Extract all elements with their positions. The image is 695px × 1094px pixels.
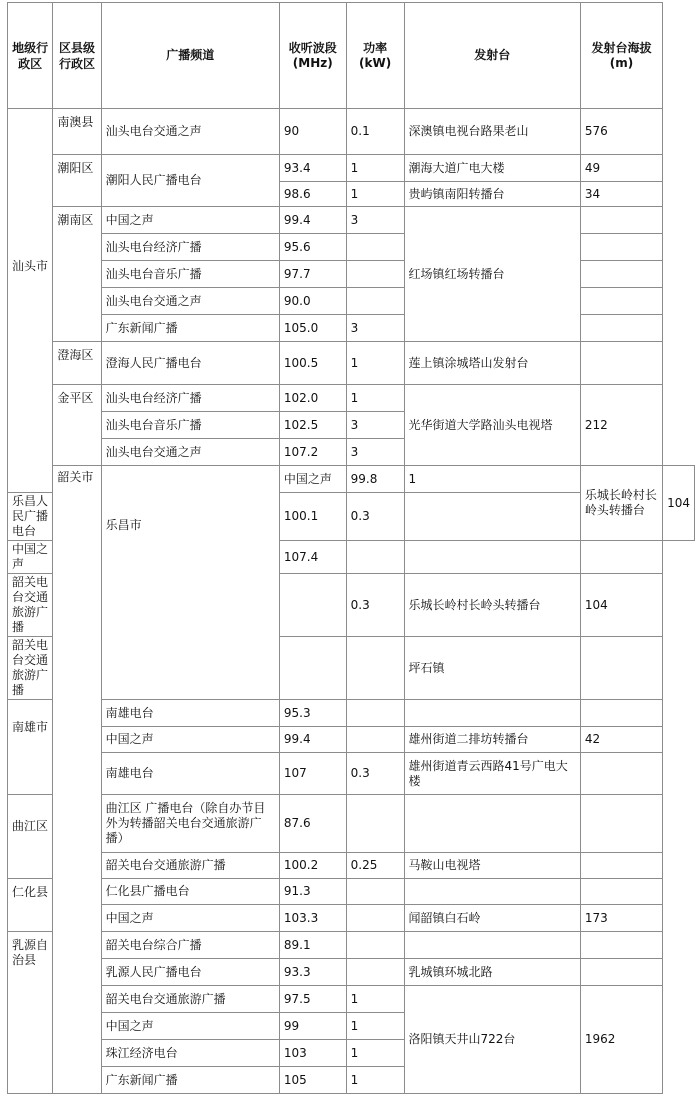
city-cell-shaoguan: 韶关市 bbox=[53, 466, 101, 1094]
channel-cell: 乳源人民广播电台 bbox=[101, 959, 279, 986]
power-cell: 1 bbox=[346, 986, 404, 1013]
channel-cell: 汕头电台经济广播 bbox=[101, 385, 279, 412]
county-cell-chaonan: 潮南区 bbox=[53, 207, 101, 342]
station-cell: 雄州街道二排坊转播台 bbox=[404, 727, 580, 753]
county-cell-jinping: 金平区 bbox=[53, 385, 101, 466]
channel-cell: 潮阳人民广播电台 bbox=[101, 155, 279, 207]
station-cell: 乐城长岭村长岭头转播台 bbox=[404, 574, 580, 637]
power-cell: 0.3 bbox=[346, 574, 404, 637]
channel-cell: 广东新闻广播 bbox=[101, 315, 279, 342]
altitude-cell bbox=[580, 932, 662, 959]
channel-cell: 汕头电台经济广播 bbox=[101, 234, 279, 261]
frequency-cell: 102.5 bbox=[279, 412, 346, 439]
frequency-cell: 105.0 bbox=[279, 315, 346, 342]
power-cell bbox=[346, 795, 404, 853]
power-cell bbox=[346, 261, 404, 288]
channel-cell: 汕头电台交通之声 bbox=[101, 288, 279, 315]
power-cell bbox=[346, 959, 404, 986]
channel-cell: 南雄电台 bbox=[101, 753, 279, 795]
county-cell-nanao: 南澳县 bbox=[53, 109, 101, 155]
power-cell: 1 bbox=[346, 1067, 404, 1094]
frequency-cell: 103.3 bbox=[279, 905, 346, 932]
altitude-cell: 1962 bbox=[580, 986, 662, 1094]
table-row bbox=[8, 385, 695, 412]
header-county: 区县级行政区 bbox=[53, 3, 101, 109]
station-cell bbox=[404, 795, 580, 853]
frequency-cell: 102.0 bbox=[279, 385, 346, 412]
table-row bbox=[8, 959, 695, 986]
frequency-cell: 100.1 bbox=[279, 493, 346, 541]
power-cell bbox=[346, 879, 404, 905]
frequency-cell: 91.3 bbox=[279, 879, 346, 905]
altitude-cell bbox=[580, 753, 662, 795]
frequency-cell bbox=[279, 637, 346, 700]
power-cell bbox=[346, 234, 404, 261]
altitude-cell bbox=[580, 700, 662, 727]
table-row bbox=[8, 700, 695, 727]
altitude-cell bbox=[580, 637, 662, 700]
county-cell-nanxiong: 南雄市 bbox=[8, 700, 53, 795]
channel-cell: 韶关电台综合广播 bbox=[101, 932, 279, 959]
altitude-cell bbox=[580, 315, 662, 342]
channel-cell: 汕头电台音乐广播 bbox=[101, 412, 279, 439]
channel-cell: 南雄电台 bbox=[101, 700, 279, 727]
station-cell: 洛阳镇天井山722台 bbox=[404, 986, 580, 1094]
power-cell bbox=[346, 541, 404, 574]
channel-cell: 广东新闻广播 bbox=[101, 1067, 279, 1094]
county-cell-chaoyang: 潮阳区 bbox=[53, 155, 101, 207]
altitude-cell: 212 bbox=[580, 385, 662, 466]
power-cell: 3 bbox=[346, 207, 404, 234]
power-cell: 1 bbox=[346, 342, 404, 385]
station-cell bbox=[404, 541, 580, 574]
altitude-cell: 34 bbox=[580, 182, 662, 207]
channel-cell: 汕头电台音乐广播 bbox=[101, 261, 279, 288]
channel-cell: 中国之声 bbox=[8, 541, 53, 574]
county-cell-renhua: 仁化县 bbox=[8, 879, 53, 932]
power-cell: 3 bbox=[346, 412, 404, 439]
frequency-cell: 107.2 bbox=[279, 439, 346, 466]
channel-cell: 中国之声 bbox=[101, 727, 279, 753]
altitude-cell bbox=[580, 879, 662, 905]
header-city: 地级行政区 bbox=[8, 3, 53, 109]
station-cell bbox=[404, 700, 580, 727]
channel-cell: 中国之声 bbox=[101, 207, 279, 234]
table-row bbox=[8, 466, 695, 493]
frequency-cell: 87.6 bbox=[279, 795, 346, 853]
table-row bbox=[8, 727, 695, 753]
table-row bbox=[8, 905, 695, 932]
radio-station-table bbox=[7, 2, 695, 1094]
power-cell: 3 bbox=[346, 439, 404, 466]
station-cell: 闻韶镇白石岭 bbox=[404, 905, 580, 932]
channel-cell: 汕头电台交通之声 bbox=[101, 439, 279, 466]
power-cell: 1 bbox=[346, 1013, 404, 1040]
power-cell: 1 bbox=[346, 182, 404, 207]
altitude-cell: 576 bbox=[580, 109, 662, 155]
altitude-cell bbox=[580, 234, 662, 261]
power-cell: 1 bbox=[346, 155, 404, 182]
frequency-cell: 95.3 bbox=[279, 700, 346, 727]
altitude-cell bbox=[580, 207, 662, 234]
frequency-cell: 99.4 bbox=[279, 207, 346, 234]
power-cell: 0.3 bbox=[346, 493, 404, 541]
channel-cell: 中国之声 bbox=[279, 466, 346, 493]
station-cell: 乐城长岭村长岭头转播台 bbox=[580, 466, 662, 541]
city-cell-shantou: 汕头市 bbox=[8, 109, 53, 493]
power-cell bbox=[346, 905, 404, 932]
power-cell bbox=[346, 288, 404, 315]
frequency-cell: 95.6 bbox=[279, 234, 346, 261]
station-cell: 坪石镇 bbox=[404, 637, 580, 700]
altitude-cell bbox=[580, 288, 662, 315]
table-row bbox=[8, 207, 695, 234]
power-cell bbox=[346, 637, 404, 700]
frequency-cell: 90 bbox=[279, 109, 346, 155]
table-row bbox=[8, 932, 695, 959]
header-frequency: 收听波段(MHz) bbox=[279, 3, 346, 109]
station-cell: 雄州街道青云西路41号广电大楼 bbox=[404, 753, 580, 795]
frequency-cell: 99.8 bbox=[346, 466, 404, 493]
frequency-cell: 100.5 bbox=[279, 342, 346, 385]
frequency-cell: 97.5 bbox=[279, 986, 346, 1013]
frequency-cell: 93.4 bbox=[279, 155, 346, 182]
altitude-cell bbox=[580, 795, 662, 853]
altitude-cell: 42 bbox=[580, 727, 662, 753]
station-cell: 贵屿镇南阳转播台 bbox=[404, 182, 580, 207]
table-row bbox=[8, 342, 695, 385]
power-cell bbox=[346, 932, 404, 959]
header-station: 发射台 bbox=[404, 3, 580, 109]
frequency-cell: 97.7 bbox=[279, 261, 346, 288]
frequency-cell bbox=[279, 574, 346, 637]
channel-cell: 中国之声 bbox=[101, 1013, 279, 1040]
station-cell: 马鞍山电视塔 bbox=[404, 853, 580, 879]
channel-cell: 韶关电台交通旅游广播 bbox=[101, 986, 279, 1013]
power-cell: 0.3 bbox=[346, 753, 404, 795]
county-cell-lechang: 乐昌市 bbox=[101, 466, 279, 700]
channel-cell: 韶关电台交通旅游广播 bbox=[8, 574, 53, 637]
station-cell: 乳城镇环城北路 bbox=[404, 959, 580, 986]
frequency-cell: 107 bbox=[279, 753, 346, 795]
power-cell bbox=[346, 727, 404, 753]
table-row bbox=[8, 986, 695, 1013]
frequency-cell: 89.1 bbox=[279, 932, 346, 959]
station-cell bbox=[404, 879, 580, 905]
table-row bbox=[8, 261, 695, 288]
channel-cell: 澄海人民广播电台 bbox=[101, 342, 279, 385]
table-row bbox=[8, 315, 695, 342]
frequency-cell: 90.0 bbox=[279, 288, 346, 315]
power-cell: 0.25 bbox=[346, 853, 404, 879]
table-row bbox=[8, 853, 695, 879]
power-cell bbox=[346, 700, 404, 727]
channel-cell: 曲江区 广播电台（除自办节目外为转播韶关电台交通旅游广播） bbox=[101, 795, 279, 853]
county-cell-ruyuan: 乳源自治县 bbox=[8, 932, 53, 1094]
frequency-cell: 98.6 bbox=[279, 182, 346, 207]
altitude-cell: 173 bbox=[580, 905, 662, 932]
channel-cell: 中国之声 bbox=[101, 905, 279, 932]
altitude-cell bbox=[580, 261, 662, 288]
frequency-cell: 100.2 bbox=[279, 853, 346, 879]
frequency-cell: 93.3 bbox=[279, 959, 346, 986]
table-row bbox=[8, 288, 695, 315]
altitude-cell: 49 bbox=[580, 155, 662, 182]
table-row bbox=[8, 109, 695, 155]
county-cell-qujiang: 曲江区 bbox=[8, 795, 53, 879]
altitude-cell bbox=[580, 342, 662, 385]
header-altitude: 发射台海拔(m) bbox=[580, 3, 662, 109]
frequency-cell: 107.4 bbox=[279, 541, 346, 574]
frequency-cell: 99.4 bbox=[279, 727, 346, 753]
power-cell: 0.1 bbox=[346, 109, 404, 155]
channel-cell: 韶关电台交通旅游广播 bbox=[101, 853, 279, 879]
channel-cell: 珠江经济电台 bbox=[101, 1040, 279, 1067]
channel-cell: 仁化县广播电台 bbox=[101, 879, 279, 905]
altitude-cell bbox=[580, 541, 662, 574]
station-cell: 红场镇红场转播台 bbox=[404, 207, 580, 342]
channel-cell: 汕头电台交通之声 bbox=[101, 109, 279, 155]
table-row bbox=[8, 879, 695, 905]
station-cell: 光华街道大学路汕头电视塔 bbox=[404, 385, 580, 466]
power-cell: 1 bbox=[346, 385, 404, 412]
table-row bbox=[8, 234, 695, 261]
altitude-cell bbox=[580, 853, 662, 879]
power-cell: 1 bbox=[346, 1040, 404, 1067]
frequency-cell: 105 bbox=[279, 1067, 346, 1094]
altitude-cell: 104 bbox=[663, 466, 695, 541]
frequency-cell: 99 bbox=[279, 1013, 346, 1040]
power-cell: 3 bbox=[346, 315, 404, 342]
header-channel: 广播频道 bbox=[101, 3, 279, 109]
altitude-cell bbox=[580, 959, 662, 986]
channel-cell: 韶关电台交通旅游广播 bbox=[8, 637, 53, 700]
county-cell-chenghai: 澄海区 bbox=[53, 342, 101, 385]
station-cell: 深澳镇电视台路果老山 bbox=[404, 109, 580, 155]
station-cell: 潮海大道广电大楼 bbox=[404, 155, 580, 182]
table-row bbox=[8, 155, 695, 182]
power-cell: 1 bbox=[404, 466, 580, 493]
frequency-cell: 103 bbox=[279, 1040, 346, 1067]
table-row bbox=[8, 795, 695, 853]
table-row bbox=[8, 753, 695, 795]
station-cell: 莲上镇涂城塔山发射台 bbox=[404, 342, 580, 385]
altitude-cell: 104 bbox=[580, 574, 662, 637]
station-cell bbox=[404, 932, 580, 959]
channel-cell: 乐昌人民广播电台 bbox=[8, 493, 53, 541]
header-power: 功率(kW) bbox=[346, 3, 404, 109]
